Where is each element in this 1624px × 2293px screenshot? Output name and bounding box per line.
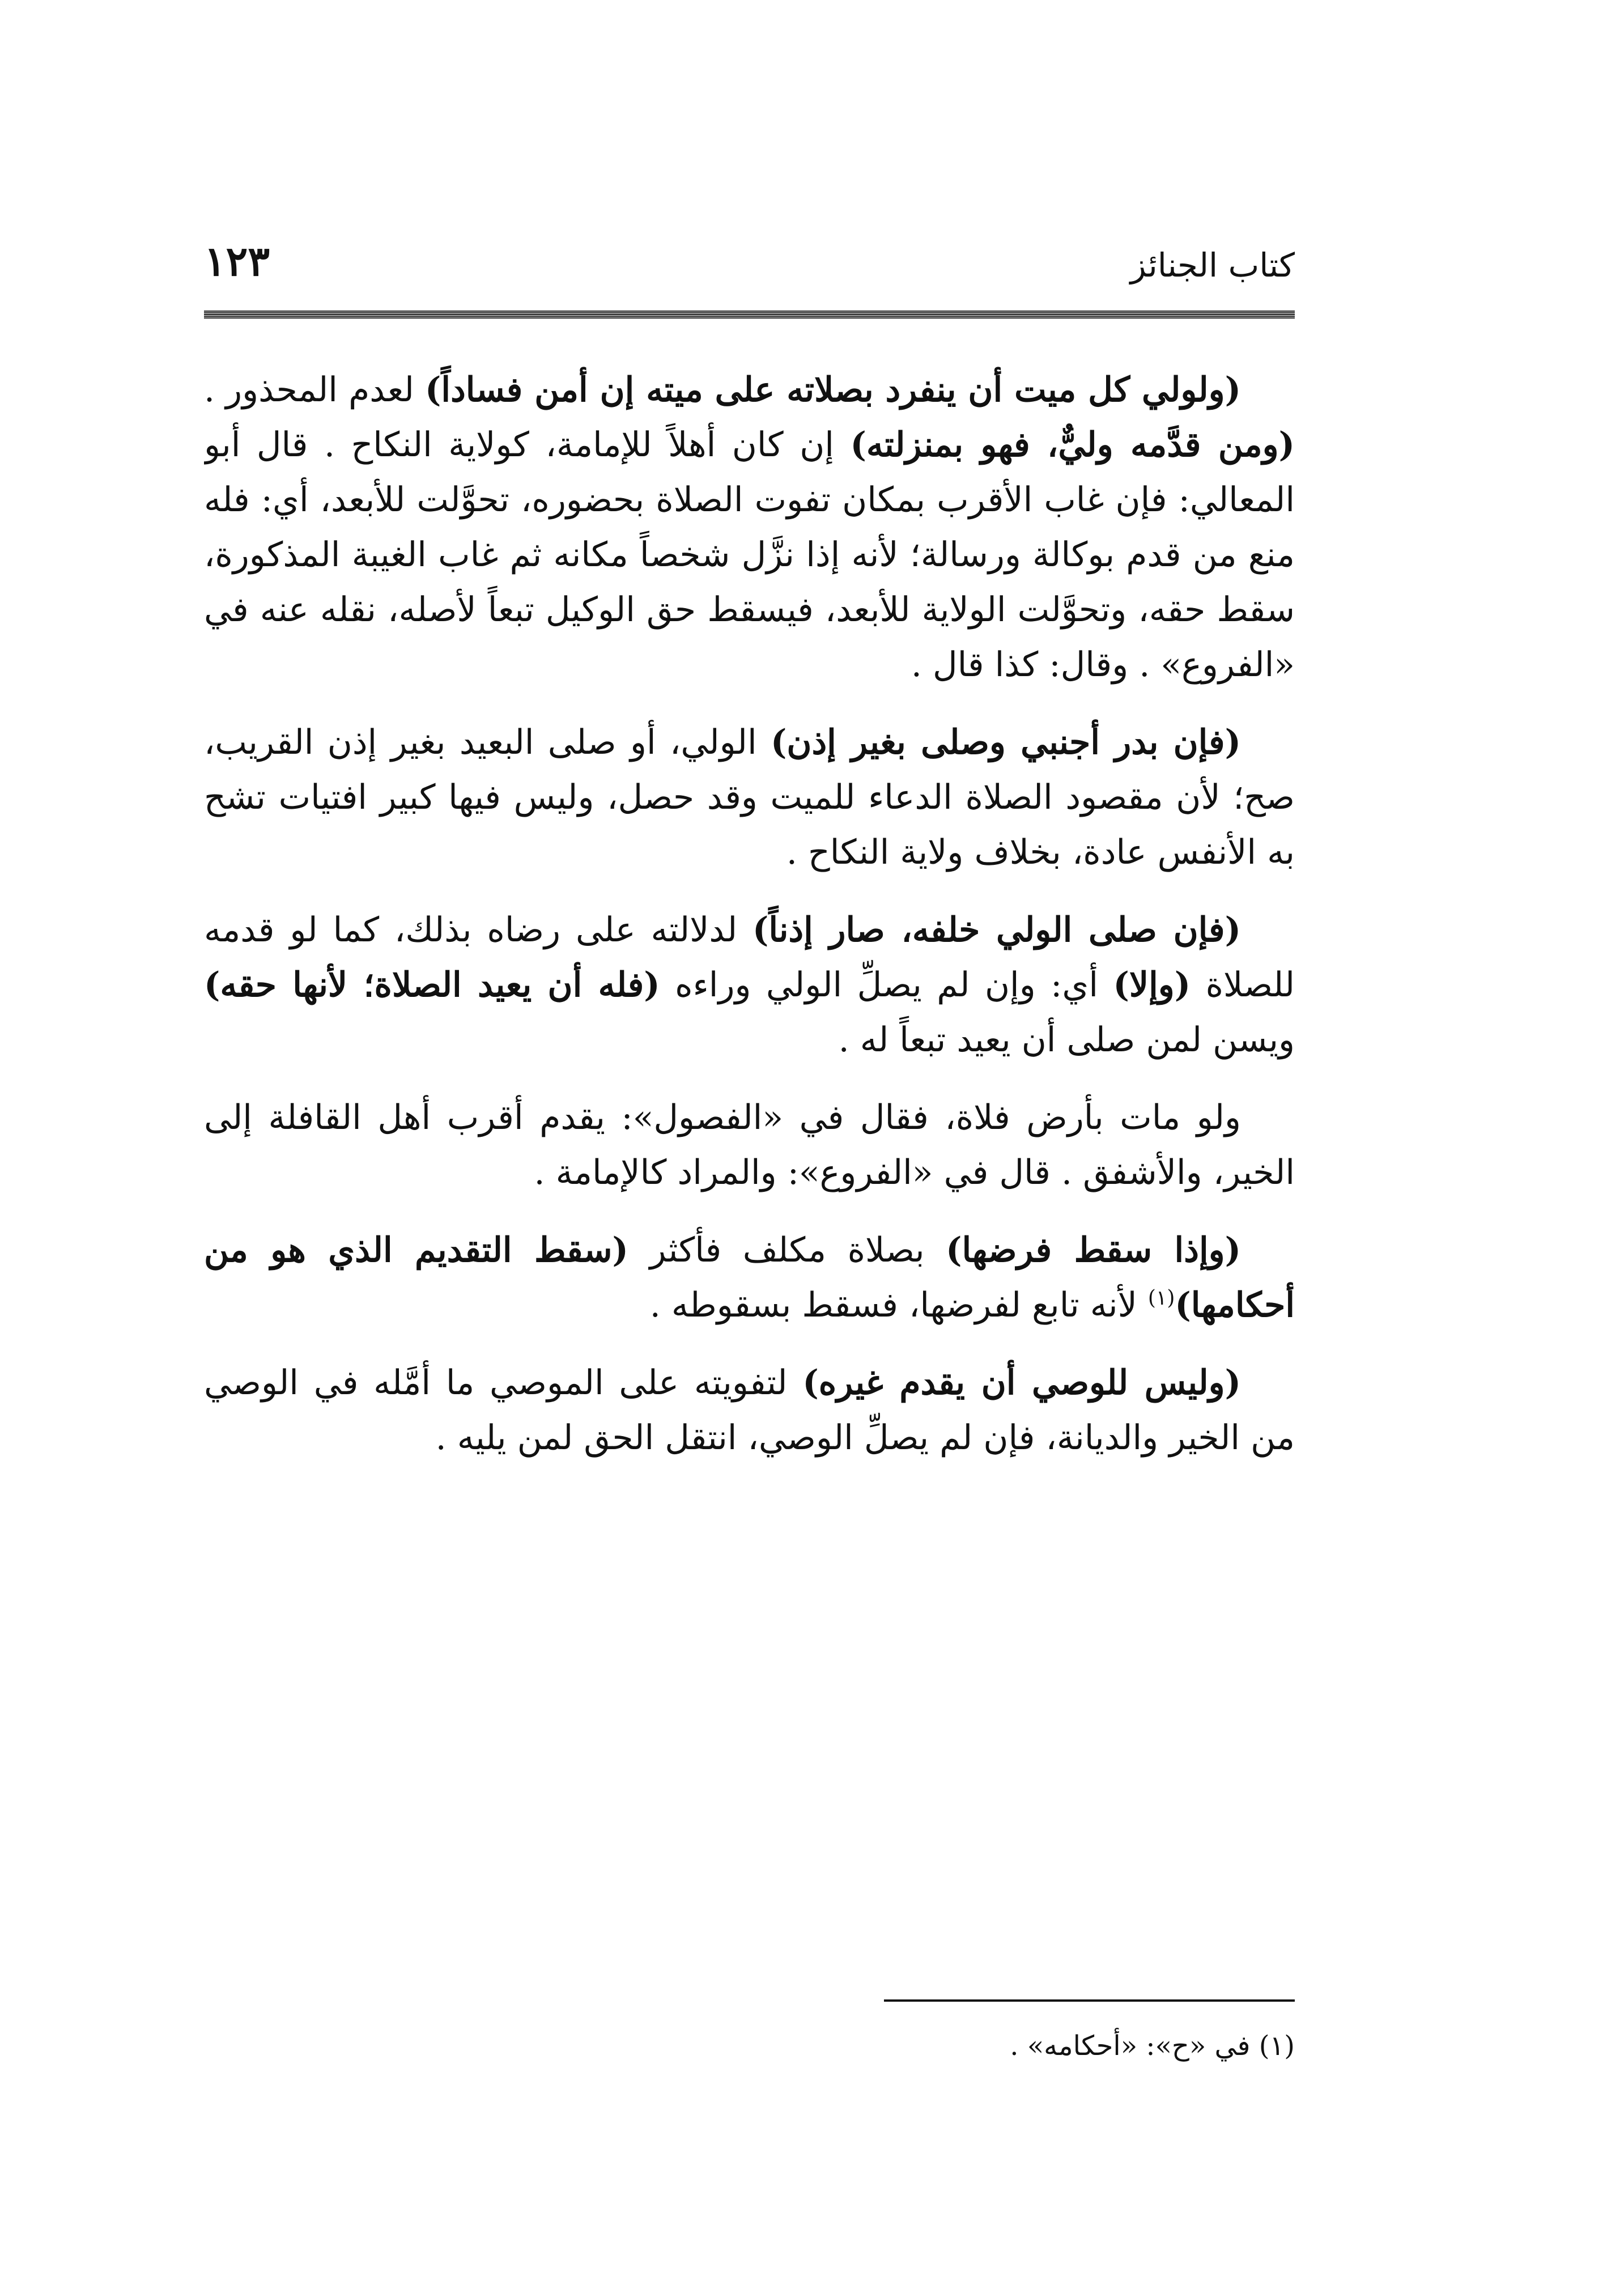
footnote-divider — [884, 1999, 1295, 2002]
paragraph — [204, 1090, 1295, 1200]
commentary-text: الولي، أو صلى البعيد بغير إذن القريب، صح؛ لأن مقصود الصلاة الدعاء للميت وقد حصل، وليس فيها كبير افتيات تشح به الأنفس عادة، بخلاف ولاية النكاح . — [204, 723, 1295, 872]
footnote-marker: (١) — [1147, 1286, 1175, 1310]
page-header — [204, 232, 1295, 300]
commentary-text: بصلاة مكلف فأكثر — [628, 1230, 946, 1270]
footnote: (١) في «ح»: «أحكامه» . — [1010, 2030, 1295, 2062]
commentary-text: ويسن لمن صلى أن يعيد تبعاً له . — [838, 1020, 1295, 1060]
matn-text: (ومن قدَّمه وليٌّ، فهو بمنزلته) — [850, 425, 1295, 465]
header-divider — [204, 311, 1295, 319]
matn-text: (سقط التقديم الذي هو من أحكامها) — [204, 1230, 1295, 1325]
commentary-text: لدلالته على رضاه بذلك، كما لو قدمه للصلاة — [204, 910, 1295, 1005]
matn-text: (فإن بدر أجنبي وصلى بغير إذن) — [771, 723, 1242, 762]
paragraph — [204, 1356, 1295, 1466]
matn-text: (وليس للوصي أن يقدم غيره) — [802, 1363, 1242, 1403]
commentary-text: أي: وإن لم يصلِّ الولي وراءه — [660, 965, 1113, 1005]
commentary-text: لأنه تابع لفرضها، فسقط بسقوطه . — [649, 1285, 1148, 1325]
commentary-text: لعدم المحذور . — [204, 370, 426, 410]
paragraph — [204, 715, 1295, 880]
page-number: ١٢٣ — [204, 237, 270, 285]
paragraph — [204, 363, 1295, 693]
matn-text: (فله أن يعيد الصلاة؛ لأنها حقه) — [204, 965, 660, 1005]
running-title: كتاب الجنائز — [1130, 246, 1295, 284]
matn-text: (ولولي كل ميت أن ينفرد بصلاته على ميته إن أمن فساداً) — [425, 370, 1241, 410]
matn-text: (فإن صلى الولي خلفه، صار إذناً) — [753, 910, 1241, 950]
paragraph — [204, 1223, 1295, 1333]
main-text — [204, 363, 1295, 1916]
commentary-text: ولو مات بأرض فلاة، فقال في «الفصول»: يقدم أقرب أهل القافلة إلى الخير، والأشفق . قال في «الفروع»: والمراد كالإمامة . — [204, 1098, 1295, 1192]
matn-text: (وإلا) — [1113, 965, 1191, 1005]
matn-text: (وإذا سقط فرضها) — [946, 1230, 1241, 1270]
paragraph — [204, 903, 1295, 1068]
commentary-text: إن كان أهلاً للإمامة، كولاية النكاح . قال أبو المعالي: فإن غاب الأقرب بمكان تفوت الصلاة بحضوره، تحوَّلت للأبعد، أي: فله منع من قدم بوكالة ورسالة؛ لأنه إذا نزَّل شخصاً مكانه ثم غاب الغيبة المذكورة، سقط حقه، وتحوَّلت الولاية للأبعد، فيسقط حق الوكيل تبعاً لأصله، نقله عنه في «الفروع» . وقال: كذا قال . — [204, 425, 1295, 685]
commentary-text: لتفويته على الموصي ما أمَّله في الوصي من الخير والديانة، فإن لم يصلِّ الوصي، انتقل الحق لمن يليه . — [204, 1363, 1295, 1458]
